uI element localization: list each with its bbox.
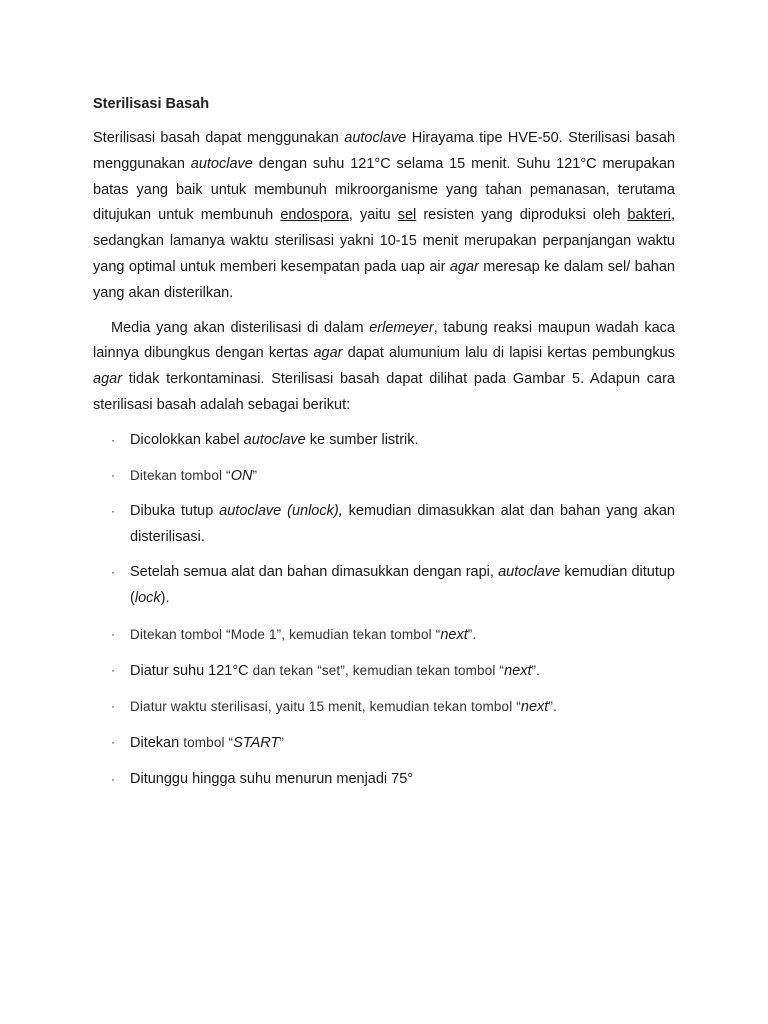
text-run: ”. [467, 626, 477, 642]
italic-term: START [233, 735, 280, 752]
bullet-icon: · [111, 626, 115, 641]
paragraph-intro [93, 126, 675, 307]
italic-term: autoclave (unlock), [219, 503, 343, 520]
bullet-icon: · [111, 432, 115, 447]
text-run: tidak terkontaminasi. Sterilisasi basah dapat dilihat pada Gambar 5. Adapun cara sterilisasi basah adalah sebagai berikut: [93, 371, 675, 413]
text-run: Ditekan tombol “ [130, 468, 231, 484]
text-run: tombol “ [183, 735, 234, 751]
text-run: Media yang akan disterilisasi di dalam [111, 319, 370, 336]
steps-list [93, 428, 675, 793]
text-run: , sedangkan lamanya waktu sterilisasi yakni 10-15 menit merupakan perpanjangan waktu yang optimal untuk memberi kesempatan pada uap air [93, 207, 675, 275]
italic-term: next [520, 699, 549, 716]
text-run: Ditunggu hingga suhu menurun menjadi 75° [130, 770, 414, 787]
list-item [93, 463, 675, 490]
section-heading: Sterilisasi Basah [93, 96, 210, 112]
text-run: Dibuka tutup [130, 503, 220, 520]
text-run: kemudian ditutup ( [130, 564, 675, 607]
text-run: Ditekan [130, 735, 184, 752]
italic-term: autoclave [243, 431, 306, 448]
text-run: Dicolokkan kabel [130, 431, 244, 448]
text-run: , yaitu [348, 207, 398, 224]
text-run: dapat alumunium lalu di lapisi kertas pembungkus [342, 345, 676, 362]
bullet-icon: · [111, 565, 115, 580]
italic-term: agar [313, 345, 343, 362]
italic-term: erlemeyer [369, 319, 434, 336]
text-run: ke sumber listrik. [305, 431, 419, 448]
text-run: kemudian dimasukkan alat dan bahan yang akan disterilisasi. [130, 503, 675, 546]
text-run: ”. [548, 699, 557, 715]
bullet-icon: · [111, 699, 115, 714]
italic-term: lock [134, 590, 161, 607]
italic-term: ON [230, 468, 253, 485]
paragraph-media [93, 316, 675, 419]
text-run: Setelah semua alat dan bahan dimasukkan dengan rapi, [130, 564, 499, 581]
text-run: dan tekan “set”, kemudian tekan tombol “ [252, 662, 505, 678]
italic-term: next [440, 626, 468, 643]
italic-term: autoclave [498, 564, 561, 581]
italic-term: autoclave [190, 155, 253, 172]
text-run: Diatur suhu 121°C [130, 662, 253, 679]
italic-term: agar [449, 258, 479, 275]
list-item [93, 694, 675, 721]
text-run: resisten yang diproduksi oleh [416, 207, 628, 224]
italic-term: autoclave [344, 130, 407, 146]
link-sel[interactable]: sel [397, 207, 417, 224]
text-run: ). [160, 590, 170, 607]
bullet-icon: · [111, 735, 115, 750]
text-run: meresap ke dalam sel/ bahan yang akan disterilkan. [93, 258, 675, 301]
list-item [93, 560, 675, 612]
link-endospora[interactable]: endospora [280, 207, 349, 224]
italic-term: next [504, 662, 532, 679]
document-page [93, 92, 675, 802]
list-item [93, 658, 675, 685]
italic-term: agar [93, 371, 123, 388]
text-run: ”. [531, 662, 541, 678]
text-run: dengan suhu 121°C selama 15 menit. Suhu 121°C merupakan batas yang baik untuk membunuh mikroorganisme yang tahan pemanasan, terutama ditujukan untuk membunuh [93, 155, 675, 224]
bullet-icon: · [111, 504, 115, 519]
text-run: Sterilisasi basah dapat menggunakan [93, 130, 345, 146]
bullet-icon: · [111, 468, 115, 483]
text-run: , tabung reaksi maupun wadah kaca lainnya dibungkus dengan kertas [93, 319, 675, 362]
text-run: Hirayama tipe HVE-50. Sterilisasi basah menggunakan [93, 130, 676, 172]
text-run: Ditekan tombol “Mode 1”, kemudian tekan tombol “ [130, 626, 441, 642]
bullet-icon: · [111, 662, 115, 677]
link-bakteri[interactable]: bakteri [627, 207, 671, 224]
list-item [93, 499, 675, 551]
list-item [93, 767, 675, 793]
list-item [93, 622, 675, 649]
text-run: ” [252, 468, 258, 484]
text-run: Diatur waktu sterilisasi, yaitu 15 menit, kemudian tekan tombol “ [130, 699, 521, 715]
list-item [93, 730, 675, 757]
text-run: ” [279, 735, 285, 751]
list-item [93, 428, 675, 454]
bullet-icon: · [111, 771, 115, 786]
